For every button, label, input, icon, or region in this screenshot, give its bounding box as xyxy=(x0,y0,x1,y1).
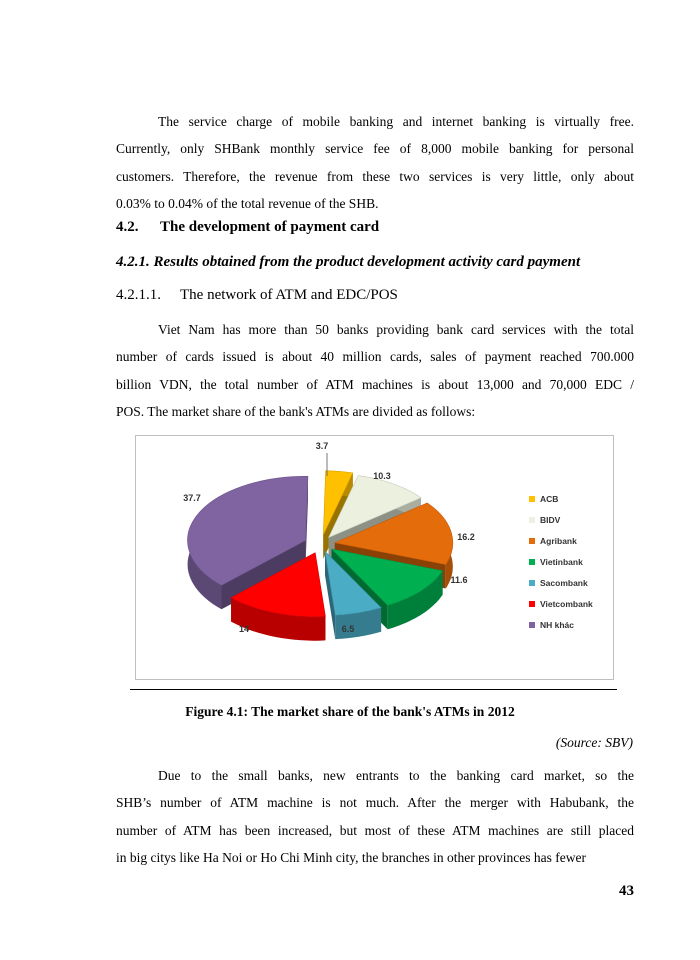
paragraph-shb-atm xyxy=(116,762,634,872)
legend-swatch xyxy=(529,559,535,565)
pie-chart-svg xyxy=(136,436,613,679)
text-line: in big citys like Ha Noi or Ho Chi Minh city, the branches in other provinces has fewer xyxy=(116,850,587,866)
section-title: The development of payment card xyxy=(160,219,380,235)
text-line: Currently, only SHBank monthly service fee of 8,000 mobile banking for personal xyxy=(116,141,634,157)
subsubsection-title: The network of ATM and EDC/POS xyxy=(180,287,398,303)
pie-chart xyxy=(135,435,614,680)
text-line: 0.03% to 0.04% of the total revenue of the SHB. xyxy=(116,196,379,212)
paragraph-atm-market xyxy=(116,316,634,426)
data-label: 37.7 xyxy=(183,493,201,503)
legend-entry: Agribank xyxy=(540,536,577,546)
legend-swatch xyxy=(529,622,535,628)
text-line: Due to the small banks, new entrants to the banking card market, so the xyxy=(158,768,634,783)
section-number: 4.2. xyxy=(116,219,139,235)
text-line: The service charge of mobile banking and internet banking is virtually free. xyxy=(158,114,634,129)
page-number: 43 xyxy=(619,883,634,899)
legend-swatch xyxy=(529,580,535,586)
subsection-heading: 4.2.1. Results obtained from the product development activity card payment xyxy=(116,254,581,270)
data-label: 14 xyxy=(238,624,250,634)
text-line: number of ATM has been increased, but most of these ATM machines are still placed xyxy=(116,822,634,838)
text-line: number of cards issued is about 40 million cards, sales of payment reached 700.000 xyxy=(116,349,634,365)
legend-swatch xyxy=(529,496,535,502)
text-line: billion VDN, the total number of ATM machines is about 13,000 and 70,000 EDC / xyxy=(116,376,634,392)
legend-swatch xyxy=(529,517,535,523)
subsubsection-heading xyxy=(116,287,398,304)
paragraph-service-charge xyxy=(116,108,634,218)
legend-entry: BIDV xyxy=(540,515,561,525)
legend-entry: ACB xyxy=(540,494,559,504)
figure-caption: Figure 4.1: The market share of the bank's ATMs in 2012 xyxy=(185,704,515,719)
legend-swatch xyxy=(529,601,535,607)
figure-rule xyxy=(130,689,617,690)
data-label: 11.6 xyxy=(450,575,468,585)
legend-entry: Vietinbank xyxy=(540,557,583,567)
text-line: POS. The market share of the bank's ATMs are divided as follows: xyxy=(116,404,476,420)
legend-swatch xyxy=(529,538,535,544)
data-label: 16.2 xyxy=(457,532,475,542)
data-label: 6.5 xyxy=(341,624,355,634)
legend-entry: NH khác xyxy=(540,620,575,630)
section-heading xyxy=(116,219,379,236)
data-label: 10.3 xyxy=(373,471,391,481)
text-line: SHB’s number of ATM machine is not much. After the merger with Habubank, the xyxy=(116,795,634,811)
data-label: 3.7 xyxy=(315,441,329,451)
legend-entry: Sacombank xyxy=(540,578,588,588)
subsubsection-number: 4.2.1.1. xyxy=(116,287,161,303)
figure-source: (Source: SBV) xyxy=(555,735,633,750)
legend-entry: Vietcombank xyxy=(540,599,593,609)
text-line: customers. Therefore, the revenue from these two services is very little, only about xyxy=(116,168,634,184)
text-line: Viet Nam has more than 50 banks providing bank card services with the total xyxy=(158,322,634,337)
